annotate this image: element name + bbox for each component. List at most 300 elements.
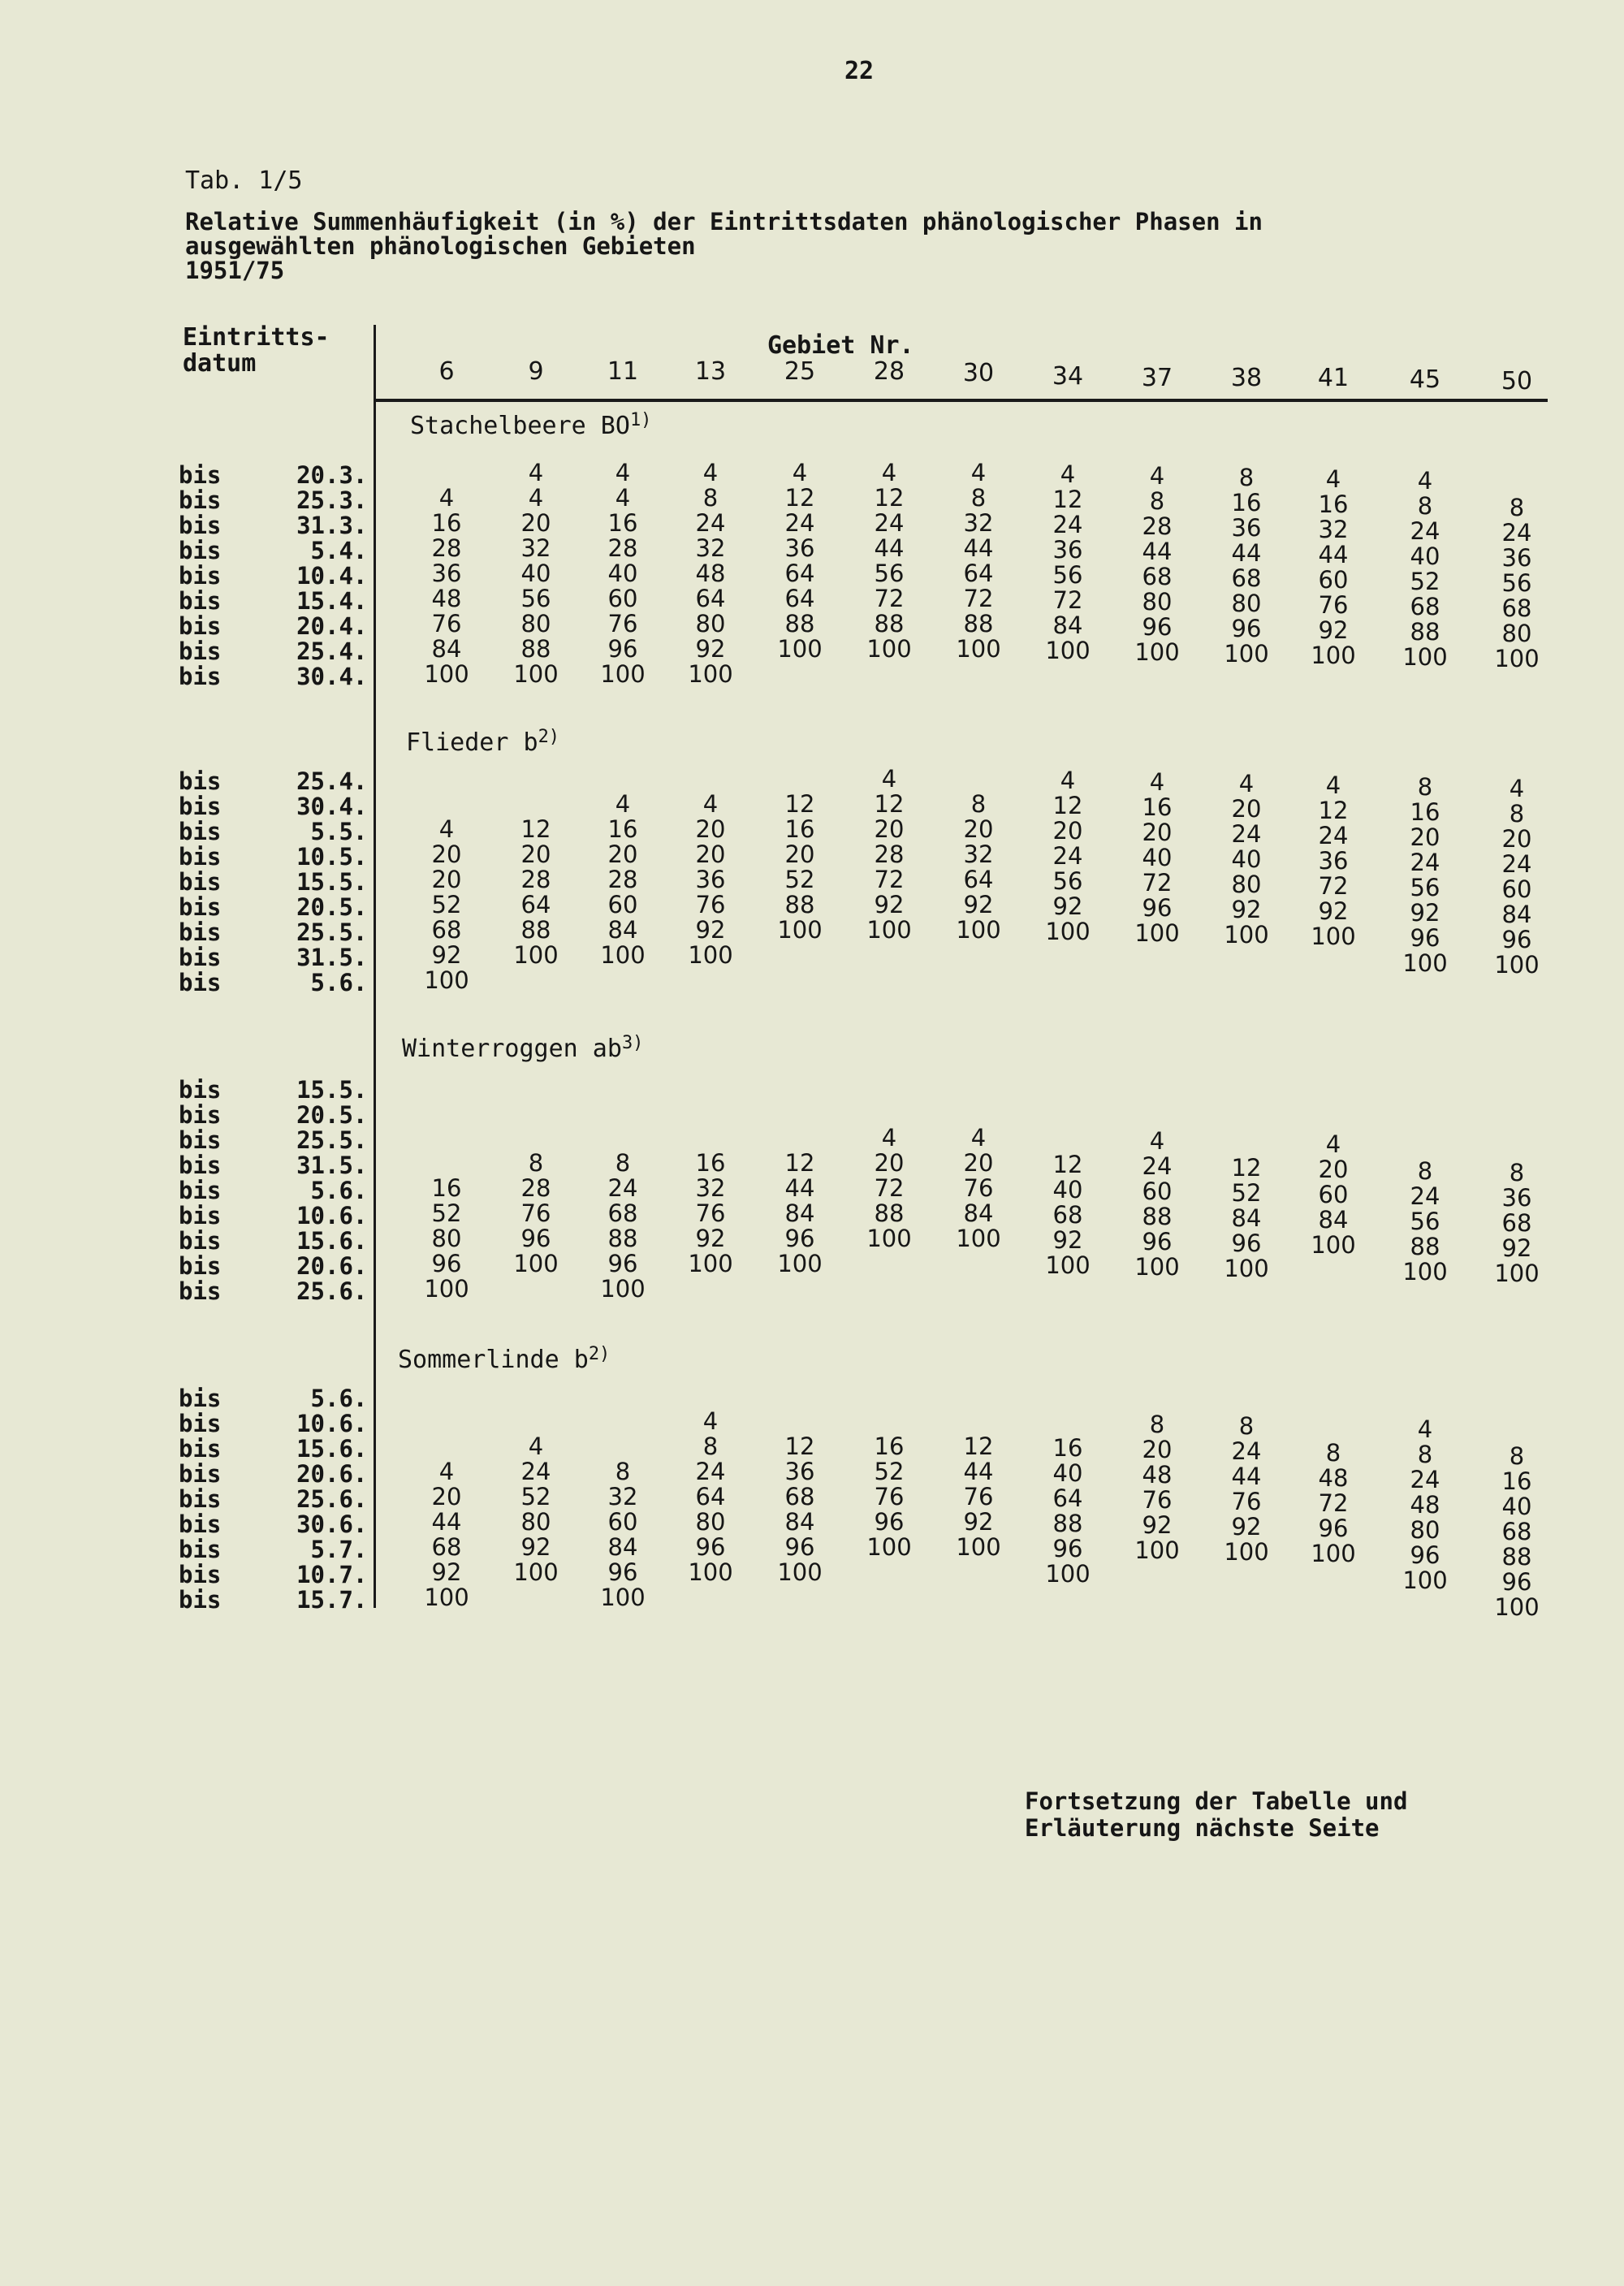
vertical-rule: [374, 325, 376, 1608]
table-cell: 8: [1149, 1411, 1165, 1438]
table-cell: 8: [1417, 1441, 1433, 1468]
date-value: 31.3.: [296, 512, 368, 539]
date-prefix: bis: [179, 1227, 222, 1255]
date-prefix: bis: [179, 461, 222, 489]
table-cell: 100: [1045, 1560, 1091, 1588]
table-cell: 96: [607, 1250, 638, 1277]
table-cell: 100: [1311, 1231, 1356, 1259]
date-label: [179, 1485, 367, 1513]
table-cell: 100: [1402, 1258, 1448, 1286]
table-cell: 40: [1501, 1493, 1532, 1520]
date-value: 10.6.: [296, 1410, 368, 1437]
table-cell: 16: [607, 509, 638, 537]
table-cell: 28: [607, 534, 638, 562]
table-cell: 4: [1060, 460, 1076, 488]
table-cell: 96: [1410, 924, 1440, 952]
table-cell: 84: [963, 1199, 994, 1227]
table-cell: 92: [1231, 1513, 1262, 1541]
table-cell: 100: [777, 916, 823, 944]
region-column-header: 45: [1409, 365, 1441, 394]
date-label: [179, 1076, 367, 1104]
table-cell: 100: [1224, 921, 1269, 949]
table-cell: 28: [520, 866, 551, 893]
table-cell: 8: [1325, 1439, 1341, 1467]
table-cell: 64: [963, 560, 994, 587]
table-cell: 16: [1410, 798, 1440, 826]
table-cell: 20: [784, 841, 815, 868]
table-cell: 96: [1231, 615, 1262, 642]
table-cell: 52: [1410, 568, 1440, 595]
table-cell: 36: [1231, 514, 1262, 542]
date-prefix: bis: [179, 612, 222, 640]
date-label: [179, 1510, 367, 1538]
table-cell: 52: [520, 1483, 551, 1510]
table-cell: 100: [600, 660, 646, 688]
table-cell: 76: [1142, 1486, 1173, 1514]
table-cell: 60: [1142, 1178, 1173, 1205]
table-cell: 36: [1318, 847, 1349, 875]
table-cell: 40: [1410, 542, 1440, 570]
date-label: [179, 1561, 367, 1588]
date-header-line: Eintritts-: [183, 323, 330, 352]
table-cell: 48: [1410, 1491, 1440, 1519]
table-cell: 4: [438, 815, 455, 843]
table-cell: 84: [784, 1199, 815, 1227]
table-cell: 16: [695, 1149, 726, 1177]
table-cell: 12: [784, 1149, 815, 1177]
table-cell: 88: [784, 610, 815, 637]
table-cell: 100: [688, 1250, 733, 1277]
table-cell: 40: [1231, 845, 1262, 873]
table-cell: 76: [520, 1199, 551, 1227]
section-name: Stachelbeere BO: [410, 412, 630, 440]
table-cell: 100: [1311, 1540, 1356, 1567]
date-label: [179, 1385, 367, 1412]
date-prefix: bis: [179, 1460, 222, 1488]
date-value: 15.6.: [296, 1435, 368, 1463]
date-value: 5.4.: [310, 537, 368, 564]
table-cell: 84: [1052, 611, 1083, 639]
date-value: 20.5.: [296, 893, 368, 921]
date-prefix: bis: [179, 587, 222, 615]
date-value: 15.5.: [296, 868, 368, 896]
table-cell: 4: [615, 484, 631, 512]
date-value: 15.5.: [296, 1076, 368, 1104]
date-prefix: bis: [179, 1586, 222, 1614]
table-cell: 28: [520, 1174, 551, 1202]
date-value: 15.6.: [296, 1227, 368, 1255]
table-cell: 84: [1231, 1204, 1262, 1232]
date-value: 20.4.: [296, 612, 368, 640]
table-cell: 68: [431, 1533, 462, 1561]
table-cell: 20: [1231, 795, 1262, 823]
table-cell: 20: [874, 1149, 905, 1177]
table-cell: 4: [1325, 465, 1341, 493]
table-cell: 100: [1045, 918, 1091, 945]
table-cell: 24: [1410, 1182, 1440, 1210]
table-cell: 96: [1501, 1568, 1532, 1596]
table-cell: 8: [1417, 1157, 1433, 1185]
table-cell: 12: [963, 1433, 994, 1460]
table-cell: 100: [1045, 1251, 1091, 1279]
table-cell: 60: [607, 891, 638, 918]
table-cell: 100: [1045, 637, 1091, 664]
table-cell: 100: [1224, 1255, 1269, 1282]
table-cell: 76: [607, 610, 638, 637]
section-footnote-marker: 1): [629, 410, 652, 430]
table-cell: 64: [695, 585, 726, 612]
table-cell: 100: [1311, 642, 1356, 669]
table-cell: 92: [431, 1558, 462, 1586]
table-cell: 80: [1501, 620, 1532, 647]
table-cell: 92: [963, 891, 994, 918]
table-cell: 8: [970, 790, 987, 818]
table-cell: 4: [970, 1124, 987, 1152]
table-cell: 68: [431, 916, 462, 944]
section-title: [398, 1344, 610, 1374]
table-cell: 96: [431, 1250, 462, 1277]
table-cell: 44: [1231, 539, 1262, 567]
table-cell: 4: [438, 484, 455, 512]
date-value: 25.6.: [296, 1277, 368, 1305]
table-cell: 100: [1494, 645, 1540, 672]
table-cell: 76: [431, 610, 462, 637]
region-column-header: 6: [438, 357, 455, 386]
table-cell: 100: [1134, 1253, 1180, 1281]
table-cell: 68: [1052, 1201, 1083, 1229]
table-cell: 76: [874, 1483, 905, 1510]
table-cell: 24: [1410, 517, 1440, 545]
table-cell: 96: [1142, 613, 1173, 641]
table-cell: 4: [702, 790, 719, 818]
table-cell: 100: [866, 635, 912, 663]
table-cell: 36: [1501, 1184, 1532, 1212]
region-column-header: 9: [528, 357, 544, 386]
table-cell: 88: [963, 610, 994, 637]
date-label: [179, 587, 367, 615]
table-cell: 28: [1142, 512, 1173, 540]
table-cell: 24: [1142, 1152, 1173, 1180]
table-cell: 8: [1509, 1442, 1525, 1470]
table-cell: 88: [1410, 1233, 1440, 1260]
table-cell: 80: [1142, 588, 1173, 616]
table-cell: 32: [695, 534, 726, 562]
date-value: 10.4.: [296, 562, 368, 590]
section-footnote-marker: 2): [538, 727, 560, 747]
date-label: [179, 969, 367, 996]
date-label: [179, 767, 367, 795]
table-cell: 92: [431, 941, 462, 969]
table-cell: 20: [1142, 819, 1173, 846]
table-cell: 72: [1318, 1489, 1349, 1517]
section-name: Winterroggen ab: [402, 1035, 622, 1063]
date-value: 25.5.: [296, 1126, 368, 1154]
table-cell: 100: [956, 916, 1001, 944]
table-cell: 88: [1410, 618, 1440, 646]
table-cell: 96: [1410, 1541, 1440, 1569]
table-cell: 100: [1134, 1536, 1180, 1564]
region-column-header: 28: [873, 357, 905, 386]
table-cell: 92: [520, 1533, 551, 1561]
table-cell: 56: [1052, 867, 1083, 895]
table-cell: 28: [607, 866, 638, 893]
date-value: 20.6.: [296, 1460, 368, 1488]
table-cell: 12: [874, 790, 905, 818]
table-cell: 12: [1052, 792, 1083, 819]
table-cell: 68: [1501, 1209, 1532, 1237]
table-cell: 8: [1149, 487, 1165, 515]
table-cell: 64: [1052, 1484, 1083, 1512]
table-cell: 16: [431, 509, 462, 537]
title-line: Relative Summenhäufigkeit (in %) der Eintrittsdaten phänologischer Phasen in: [185, 208, 1263, 236]
date-column-header: [183, 325, 330, 377]
table-cell: 100: [513, 660, 559, 688]
region-column-header: 25: [784, 357, 816, 386]
table-cell: 40: [1052, 1459, 1083, 1487]
table-cell: 40: [520, 560, 551, 587]
table-cell: 60: [1318, 566, 1349, 594]
date-prefix: bis: [179, 1252, 222, 1280]
date-value: 25.5.: [296, 918, 368, 946]
section-footnote-marker: 2): [588, 1344, 611, 1364]
date-prefix: bis: [179, 512, 222, 539]
table-cell: 68: [784, 1483, 815, 1510]
date-value: 30.4.: [296, 663, 368, 690]
table-cell: 100: [688, 660, 733, 688]
table-cell: 80: [431, 1225, 462, 1252]
date-label: [179, 562, 367, 590]
table-cell: 76: [695, 1199, 726, 1227]
date-prefix: bis: [179, 818, 222, 845]
table-cell: 20: [1052, 817, 1083, 845]
table-cell: 88: [1501, 1543, 1532, 1571]
table-cell: 28: [874, 841, 905, 868]
table-cell: 88: [784, 891, 815, 918]
table-cell: 84: [1318, 1206, 1349, 1234]
table-cell: 88: [520, 916, 551, 944]
table-cell: 92: [1501, 1234, 1532, 1262]
table-title: [185, 210, 1263, 283]
date-prefix: bis: [179, 893, 222, 921]
table-cell: 68: [1501, 594, 1532, 622]
table-cell: 100: [1402, 1566, 1448, 1594]
date-label: [179, 637, 367, 665]
table-cell: 56: [874, 560, 905, 587]
table-cell: 88: [1142, 1203, 1173, 1230]
table-cell: 4: [528, 459, 544, 486]
table-cell: 64: [695, 1483, 726, 1510]
table-cell: 92: [1142, 1511, 1173, 1539]
date-prefix: bis: [179, 1536, 222, 1563]
table-cell: 8: [1417, 773, 1433, 801]
table-cell: 72: [963, 585, 994, 612]
table-cell: 56: [1410, 874, 1440, 901]
table-cell: 20: [431, 1483, 462, 1510]
table-cell: 84: [607, 916, 638, 944]
table-cell: 100: [600, 1584, 646, 1611]
table-cell: 24: [1231, 1437, 1262, 1465]
date-label: [179, 918, 367, 946]
table-cell: 100: [600, 941, 646, 969]
table-cell: 20: [520, 841, 551, 868]
date-prefix: bis: [179, 843, 222, 871]
table-cell: 32: [1318, 516, 1349, 543]
table-cell: 64: [520, 891, 551, 918]
table-cell: 12: [874, 484, 905, 512]
table-cell: 100: [424, 966, 469, 994]
date-prefix: bis: [179, 1510, 222, 1538]
table-cell: 44: [431, 1508, 462, 1536]
table-cell: 100: [1402, 949, 1448, 977]
table-cell: 72: [1142, 869, 1173, 897]
table-cell: 92: [874, 891, 905, 918]
table-cell: 44: [963, 1458, 994, 1485]
date-label: [179, 1202, 367, 1229]
table-cell: 8: [615, 1149, 631, 1177]
table-cell: 16: [431, 1174, 462, 1202]
table-cell: 100: [1134, 638, 1180, 666]
table-cell: 4: [1060, 767, 1076, 794]
table-cell: 96: [1231, 1229, 1262, 1257]
region-group-header: Gebiet Nr.: [767, 331, 914, 360]
date-prefix: bis: [179, 486, 222, 514]
table-cell: 60: [607, 585, 638, 612]
table-cell: 4: [438, 1458, 455, 1485]
section-footnote-marker: 3): [621, 1033, 644, 1053]
table-cell: 20: [1142, 1436, 1173, 1463]
date-value: 5.6.: [310, 1177, 368, 1204]
date-prefix: bis: [179, 663, 222, 690]
table-cell: 76: [1318, 591, 1349, 619]
date-label: [179, 1252, 367, 1280]
table-cell: 8: [702, 484, 719, 512]
table-cell: 100: [866, 1225, 912, 1252]
date-prefix: bis: [179, 1385, 222, 1412]
table-cell: 44: [963, 534, 994, 562]
table-cell: 40: [1142, 844, 1173, 871]
date-label: [179, 461, 367, 489]
table-cell: 44: [1142, 538, 1173, 565]
table-cell: 24: [1501, 519, 1532, 547]
table-cell: 44: [1318, 541, 1349, 568]
date-prefix: bis: [179, 1152, 222, 1179]
table-cell: 48: [695, 560, 726, 587]
table-cell: 84: [1501, 901, 1532, 928]
date-value: 5.6.: [310, 969, 368, 996]
table-cell: 64: [784, 560, 815, 587]
table-cell: 12: [1231, 1154, 1262, 1182]
date-prefix: bis: [179, 562, 222, 590]
table-cell: 100: [956, 1533, 1001, 1561]
table-cell: 20: [695, 841, 726, 868]
table-cell: 4: [881, 1124, 897, 1152]
table-cell: 36: [784, 1458, 815, 1485]
table-cell: 16: [784, 815, 815, 843]
table-cell: 8: [970, 484, 987, 512]
date-label: [179, 663, 367, 690]
header-rule: [375, 399, 1548, 402]
table-cell: 92: [1231, 896, 1262, 923]
table-cell: 92: [1318, 897, 1349, 925]
date-label: [179, 537, 367, 564]
table-cell: 92: [1410, 899, 1440, 927]
table-cell: 100: [513, 1250, 559, 1277]
table-cell: 4: [1325, 1130, 1341, 1158]
date-value: 30.4.: [296, 793, 368, 820]
date-prefix: bis: [179, 1076, 222, 1104]
table-cell: 72: [1052, 586, 1083, 614]
table-cell: 96: [1142, 894, 1173, 922]
table-cell: 4: [1509, 775, 1525, 802]
table-cell: 4: [615, 790, 631, 818]
date-prefix: bis: [179, 868, 222, 896]
table-cell: 8: [1238, 1412, 1255, 1440]
date-value: 5.6.: [310, 1385, 368, 1412]
region-column-header: 34: [1052, 362, 1084, 391]
table-cell: 92: [1052, 892, 1083, 920]
table-cell: 20: [963, 815, 994, 843]
date-value: 31.5.: [296, 1152, 368, 1179]
table-cell: 20: [1410, 823, 1440, 851]
table-cell: 68: [1142, 563, 1173, 590]
date-label: [179, 868, 367, 896]
date-prefix: bis: [179, 537, 222, 564]
date-value: 20.6.: [296, 1252, 368, 1280]
date-prefix: bis: [179, 1485, 222, 1513]
table-cell: 12: [1318, 797, 1349, 824]
table-cell: 24: [520, 1458, 551, 1485]
table-cell: 100: [866, 916, 912, 944]
date-prefix: bis: [179, 637, 222, 665]
date-label: [179, 1101, 367, 1129]
table-cell: 16: [1318, 490, 1349, 518]
date-header-line: datum: [183, 349, 257, 378]
table-cell: 80: [695, 1508, 726, 1536]
region-column-header: 30: [962, 359, 995, 387]
table-cell: 16: [874, 1433, 905, 1460]
table-cell: 8: [1238, 464, 1255, 491]
table-cell: 24: [1410, 1466, 1440, 1493]
table-cell: 36: [784, 534, 815, 562]
date-label: [179, 486, 367, 514]
date-prefix: bis: [179, 1177, 222, 1204]
table-cell: 96: [1318, 1515, 1349, 1542]
table-cell: 8: [702, 1433, 719, 1460]
table-cell: 100: [1494, 1260, 1540, 1287]
table-cell: 52: [431, 891, 462, 918]
table-cell: 56: [520, 585, 551, 612]
date-label: [179, 1586, 367, 1614]
table-cell: 100: [513, 941, 559, 969]
table-cell: 36: [1052, 536, 1083, 564]
table-cell: 100: [688, 1558, 733, 1586]
table-cell: 88: [874, 1199, 905, 1227]
date-value: 5.5.: [310, 818, 368, 845]
table-cell: 56: [1501, 569, 1532, 597]
table-cell: 76: [963, 1174, 994, 1202]
region-column-header: 41: [1317, 364, 1350, 392]
table-cell: 44: [1231, 1463, 1262, 1490]
table-cell: 32: [607, 1483, 638, 1510]
table-cell: 4: [702, 1407, 719, 1435]
table-cell: 100: [956, 635, 1001, 663]
table-cell: 28: [431, 534, 462, 562]
table-cell: 52: [1231, 1179, 1262, 1207]
table-cell: 68: [1501, 1518, 1532, 1545]
date-value: 30.6.: [296, 1510, 368, 1538]
table-cell: 92: [695, 635, 726, 663]
region-column-header: 37: [1141, 364, 1173, 392]
